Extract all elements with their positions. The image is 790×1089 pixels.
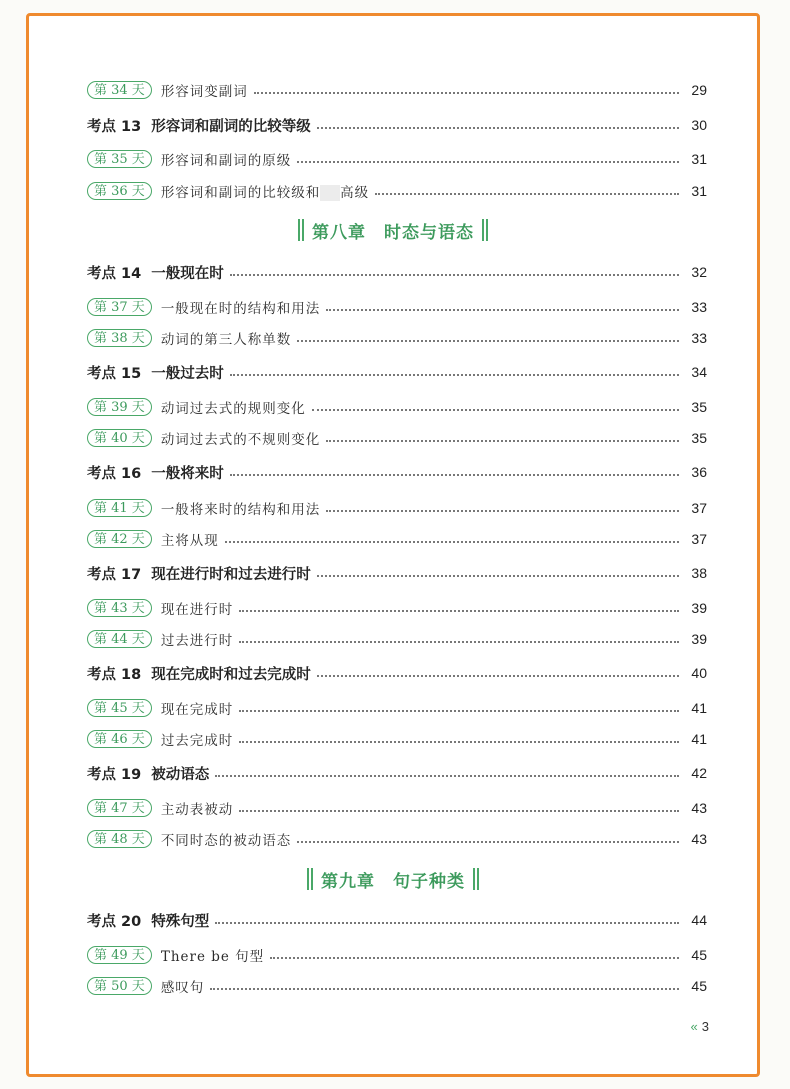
chapter-title: 第九章 句子种类	[321, 871, 465, 892]
toc-kaodian-entry[interactable]	[87, 562, 707, 584]
day-badge: 第 38 天	[87, 329, 152, 347]
entry-page-number: 34	[691, 364, 707, 380]
dot-leader	[239, 641, 679, 643]
toc-day-entry[interactable]	[87, 497, 707, 519]
double-bar-icon	[307, 868, 313, 890]
toc-day-entry[interactable]	[87, 797, 707, 819]
toc-kaodian-entry[interactable]	[87, 662, 707, 684]
day-badge: 第 36 天	[87, 182, 152, 200]
chapter-heading	[29, 864, 757, 894]
entry-page-number: 33	[691, 299, 707, 315]
toc-day-entry[interactable]	[87, 944, 707, 966]
toc-kaodian-entry[interactable]	[87, 461, 707, 483]
day-badge: 第 37 天	[87, 298, 152, 316]
chapter-title: 第八章 时态与语态	[312, 222, 474, 243]
kaodian-label: 考点 16	[87, 465, 142, 482]
entry-title: 现在完成时	[160, 702, 234, 718]
day-badge: 第 41 天	[87, 499, 152, 517]
entry-title: 形容词变副词	[160, 84, 248, 100]
day-badge: 第 44 天	[87, 630, 152, 648]
day-badge: 第 34 天	[87, 81, 152, 99]
entry-page-number: 32	[691, 264, 707, 280]
toc-kaodian-entry[interactable]	[87, 114, 707, 136]
entry-page-number: 38	[691, 565, 707, 581]
entry-title: 形容词和副词的比较等级	[151, 118, 311, 135]
dot-leader	[297, 161, 679, 163]
entry-title: 被动语态	[151, 766, 210, 783]
dot-leader	[326, 510, 679, 512]
entry-page-number: 29	[691, 82, 707, 98]
entry-title: There be 句型	[160, 949, 265, 965]
entry-page-number: 43	[691, 831, 707, 847]
entry-page-number: 36	[691, 464, 707, 480]
entry-page-number: 31	[691, 183, 707, 199]
entry-title: 一般现在时的结构和用法	[160, 301, 321, 317]
entry-page-number: 31	[691, 151, 707, 167]
highlight-block: “”	[322, 185, 339, 201]
entry-page-number: 35	[691, 430, 707, 446]
day-badge: 第 46 天	[87, 730, 152, 748]
dot-leader	[230, 274, 679, 276]
dot-leader	[375, 193, 679, 195]
dot-leader	[239, 810, 679, 812]
dot-leader	[254, 92, 679, 94]
day-badge: 第 43 天	[87, 599, 152, 617]
toc-kaodian-entry[interactable]	[87, 361, 707, 383]
entry-page-number: 41	[691, 700, 707, 716]
dot-leader	[326, 309, 679, 311]
day-badge: 第 48 天	[87, 830, 152, 848]
double-bar-icon	[482, 219, 488, 241]
entry-title: 一般将来时的结构和用法	[160, 502, 321, 518]
day-badge: 第 50 天	[87, 977, 152, 995]
day-badge: 第 45 天	[87, 699, 152, 717]
toc-page	[26, 13, 760, 1077]
toc-day-entry[interactable]	[87, 628, 707, 650]
double-bar-icon	[473, 868, 479, 890]
dot-leader	[326, 440, 679, 442]
entry-title: 一般将来时	[151, 465, 224, 482]
kaodian-label: 考点 15	[87, 365, 142, 382]
entry-page-number: 33	[691, 330, 707, 346]
day-badge: 第 40 天	[87, 429, 152, 447]
dot-leader	[312, 409, 679, 411]
toc-day-entry[interactable]	[87, 180, 707, 202]
table-of-contents	[29, 16, 757, 1074]
dot-leader	[239, 610, 679, 612]
entry-title: 过去完成时	[160, 733, 234, 749]
kaodian-label: 考点 18	[87, 666, 142, 683]
entry-page-number: 43	[691, 800, 707, 816]
day-badge: 第 49 天	[87, 946, 152, 964]
toc-kaodian-entry[interactable]	[87, 909, 707, 931]
chapter-heading	[29, 215, 757, 245]
entry-page-number: 44	[691, 912, 707, 928]
kaodian-label: 考点 13	[87, 118, 142, 135]
toc-kaodian-entry[interactable]	[87, 261, 707, 283]
dot-leader	[239, 710, 679, 712]
dot-leader	[225, 541, 679, 543]
double-bar-icon	[298, 219, 304, 241]
page-footer	[691, 1019, 709, 1034]
day-badge: 第 35 天	[87, 150, 152, 168]
dot-leader	[297, 841, 679, 843]
entry-title: 主动表被动	[160, 802, 234, 818]
entry-title: 形容词和副词的比较级和 “” 高级	[160, 185, 370, 201]
toc-day-entry[interactable]	[87, 697, 707, 719]
dot-leader	[317, 127, 679, 129]
entry-title: 感叹句	[160, 980, 205, 996]
kaodian-label: 考点 14	[87, 265, 142, 282]
entry-title: 动词过去式的不规则变化	[160, 432, 321, 448]
entry-page-number: 37	[691, 500, 707, 516]
dot-leader	[210, 988, 679, 990]
entry-page-number: 30	[691, 117, 707, 133]
dot-leader	[239, 741, 679, 743]
day-badge: 第 42 天	[87, 530, 152, 548]
kaodian-label: 考点 19	[87, 766, 142, 783]
toc-day-entry[interactable]	[87, 296, 707, 318]
dot-leader	[215, 922, 679, 924]
entry-title: 形容词和副词的原级	[160, 153, 292, 169]
toc-day-entry[interactable]	[87, 327, 707, 349]
entry-title: 动词过去式的规则变化	[160, 401, 306, 417]
entry-page-number: 40	[691, 665, 707, 681]
entry-page-number: 37	[691, 531, 707, 547]
entry-title-tail: 高级	[340, 185, 370, 201]
entry-title: 主将从现	[160, 533, 219, 549]
entry-title: 过去进行时	[160, 633, 234, 649]
day-badge: 第 39 天	[87, 398, 152, 416]
entry-title: 一般过去时	[151, 365, 224, 382]
entry-page-number: 45	[691, 947, 707, 963]
entry-title: 现在进行时和过去进行时	[151, 566, 311, 583]
double-chevron-left-icon: «	[690, 1019, 696, 1034]
dot-leader	[230, 474, 679, 476]
entry-page-number: 42	[691, 765, 707, 781]
entry-title: 现在完成时和过去完成时	[151, 666, 311, 683]
entry-page-number: 45	[691, 978, 707, 994]
dot-leader	[317, 675, 679, 677]
entry-page-number: 39	[691, 631, 707, 647]
toc-kaodian-entry[interactable]	[87, 762, 707, 784]
entry-title: 现在进行时	[160, 602, 234, 618]
entry-title: 一般现在时	[151, 265, 224, 282]
day-badge: 第 47 天	[87, 799, 152, 817]
dot-leader	[230, 374, 679, 376]
toc-day-entry[interactable]	[87, 427, 707, 449]
toc-day-entry[interactable]	[87, 597, 707, 619]
dot-leader	[270, 957, 679, 959]
kaodian-label: 考点 17	[87, 566, 142, 583]
toc-day-entry[interactable]	[87, 728, 707, 750]
dot-leader	[215, 775, 679, 777]
kaodian-label: 考点 20	[87, 913, 142, 930]
toc-day-entry[interactable]	[87, 975, 707, 997]
toc-day-entry[interactable]	[87, 828, 707, 850]
dot-leader	[317, 575, 679, 577]
toc-day-entry[interactable]	[87, 148, 707, 170]
entry-title: 动词的第三人称单数	[160, 332, 292, 348]
toc-day-entry[interactable]	[87, 528, 707, 550]
entry-page-number: 35	[691, 399, 707, 415]
entry-page-number: 41	[691, 731, 707, 747]
page-number: 3	[701, 1019, 709, 1034]
entry-title: 不同时态的被动语态	[160, 833, 292, 849]
toc-day-entry[interactable]	[87, 79, 707, 101]
toc-day-entry[interactable]	[87, 396, 707, 418]
dot-leader	[297, 340, 679, 342]
entry-page-number: 39	[691, 600, 707, 616]
entry-title: 特殊句型	[151, 913, 210, 930]
